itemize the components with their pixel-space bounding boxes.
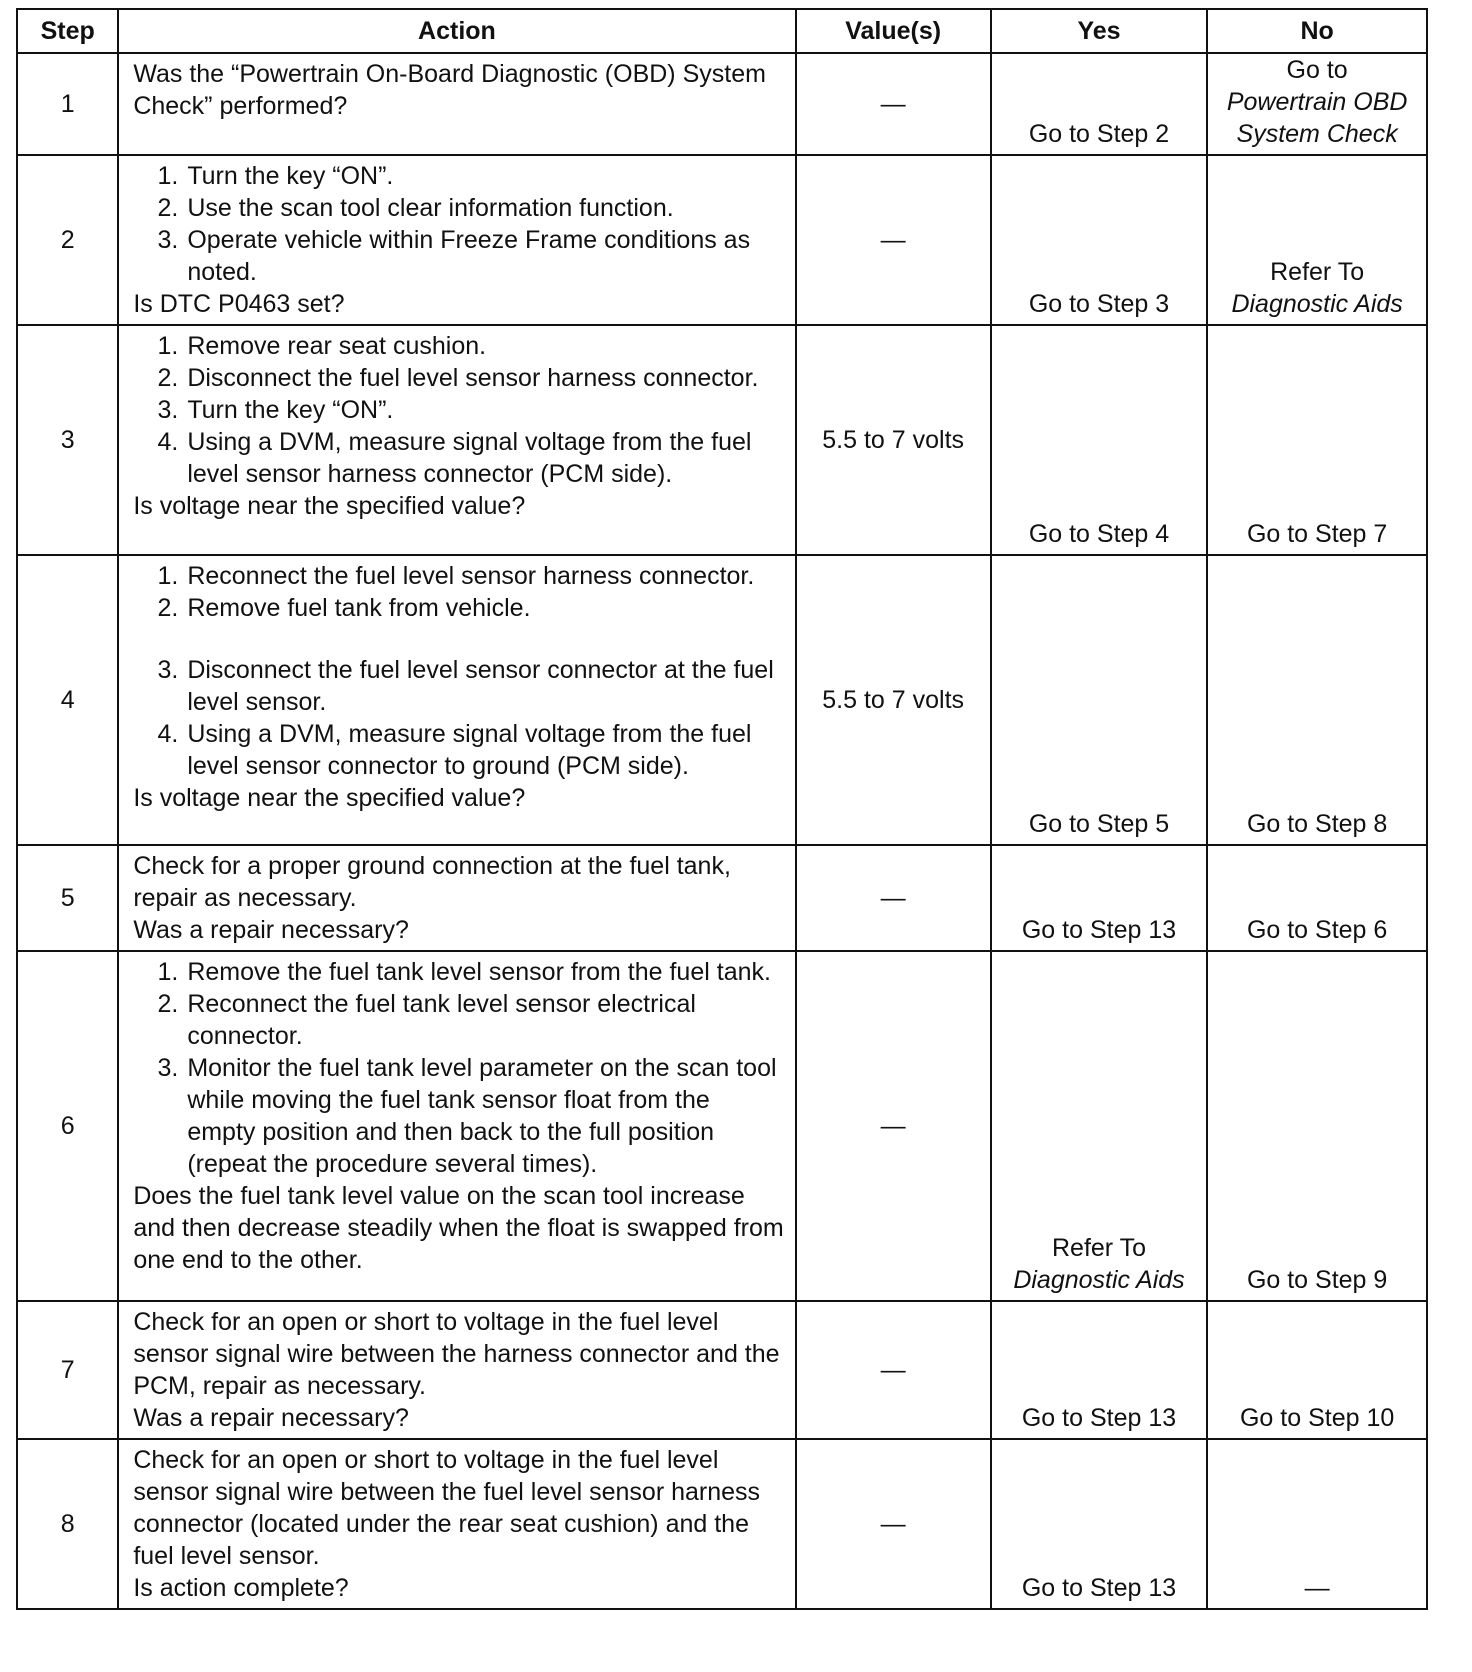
- no-cell: [1207, 155, 1427, 325]
- action-item: 3. Monitor the fuel tank level parameter on the scan tool while moving the fuel tank sensor float from the empty position and then back to the full position (repeat the procedure several times).: [185, 1052, 784, 1180]
- action-item: 1. Turn the key “ON”.: [185, 160, 784, 192]
- value-cell: —: [796, 1439, 991, 1609]
- value-cell: —: [796, 53, 991, 155]
- action-item: 1. Remove the fuel tank level sensor from the fuel tank.: [185, 956, 784, 988]
- action-cell: [118, 845, 795, 951]
- action-text: Was the “Powertrain On-Board Diagnostic (OBD) System Check” performed?: [133, 60, 766, 120]
- no-text-line1: Refer To: [1270, 258, 1365, 286]
- no-cell: Go to Step 8: [1207, 555, 1427, 845]
- table-row: [17, 951, 1427, 1301]
- action-item: 2. Disconnect the fuel level sensor harness connector.: [185, 362, 784, 394]
- step-number: 6: [17, 951, 118, 1301]
- yes-cell: Go to Step 13: [991, 845, 1208, 951]
- yes-cell: Go to Step 13: [991, 1439, 1208, 1609]
- action-question: Was a repair necessary?: [133, 916, 409, 944]
- yes-cell: Go to Step 2: [991, 53, 1208, 155]
- action-item: 4. Using a DVM, measure signal voltage from the fuel level sensor harness connector (PCM side).: [185, 426, 784, 490]
- step-number: 7: [17, 1301, 118, 1439]
- no-cell: Go to Step 10: [1207, 1301, 1427, 1439]
- table-row: [17, 53, 1427, 155]
- action-text: Check for an open or short to voltage in the fuel level sensor signal wire between the harness connector and the PCM, repair as necessary.: [133, 1308, 780, 1400]
- table-row: [17, 1301, 1427, 1439]
- action-item: 1. Remove rear seat cushion.: [185, 330, 784, 362]
- yes-cell: Go to Step 5: [991, 555, 1208, 845]
- diagnostic-table: [16, 8, 1428, 1610]
- table-header-row: [17, 9, 1427, 53]
- action-cell: [118, 155, 795, 325]
- header-action: Action: [118, 9, 795, 53]
- no-cell: [1207, 53, 1427, 155]
- action-item: 2. Reconnect the fuel tank level sensor electrical connector.: [185, 988, 784, 1052]
- action-item: 2. Remove fuel tank from vehicle.: [185, 592, 784, 624]
- no-text-line1: Go to: [1286, 56, 1348, 84]
- action-text: Check for an open or short to voltage in the fuel level sensor signal wire between the fuel level sensor harness connector (located under the rear seat cushion) and the fuel level sensor.: [133, 1446, 761, 1570]
- action-item: 1. Reconnect the fuel level sensor harness connector.: [185, 560, 784, 592]
- header-step: Step: [17, 9, 118, 53]
- no-text-line2: Diagnostic Aids: [1231, 290, 1403, 318]
- yes-cell: [991, 951, 1208, 1301]
- action-question: Is action complete?: [133, 1574, 349, 1602]
- yes-text-line1: Refer To: [1051, 1234, 1147, 1262]
- action-question: Does the fuel tank level value on the scan tool increase and then decrease steadily when the float is swapped from one end to the other.: [133, 1182, 784, 1274]
- table-row: [17, 555, 1427, 845]
- header-yes: Yes: [991, 9, 1208, 53]
- table-row: [17, 845, 1427, 951]
- step-number: 2: [17, 155, 118, 325]
- action-question: Is DTC P0463 set?: [133, 290, 345, 318]
- action-cell: [118, 53, 795, 155]
- header-no: No: [1207, 9, 1427, 53]
- value-cell: 5.5 to 7 volts: [796, 325, 991, 555]
- action-item: 3. Turn the key “ON”.: [185, 394, 784, 426]
- no-cell: Go to Step 6: [1207, 845, 1427, 951]
- yes-cell: Go to Step 13: [991, 1301, 1208, 1439]
- yes-text-line2: Diagnostic Aids: [1013, 1266, 1185, 1294]
- table-row: [17, 325, 1427, 555]
- diagnostic-page: [16, 8, 1428, 1659]
- action-question: Is voltage near the specified value?: [133, 784, 526, 812]
- value-cell: 5.5 to 7 volts: [796, 555, 991, 845]
- header-values: Value(s): [796, 9, 991, 53]
- value-cell: —: [796, 845, 991, 951]
- step-number: 1: [17, 53, 118, 155]
- step-number: 5: [17, 845, 118, 951]
- yes-cell: Go to Step 3: [991, 155, 1208, 325]
- table-row: [17, 1439, 1427, 1609]
- value-cell: —: [796, 155, 991, 325]
- no-cell: Go to Step 9: [1207, 951, 1427, 1301]
- action-question: Is voltage near the specified value?: [133, 492, 526, 520]
- action-text: Check for a proper ground connection at the fuel tank, repair as necessary.: [133, 852, 731, 912]
- action-cell: [118, 555, 795, 845]
- no-cell: Go to Step 7: [1207, 325, 1427, 555]
- step-number: 3: [17, 325, 118, 555]
- step-number: 8: [17, 1439, 118, 1609]
- value-cell: —: [796, 1301, 991, 1439]
- yes-cell: Go to Step 4: [991, 325, 1208, 555]
- action-question: Was a repair necessary?: [133, 1404, 409, 1432]
- no-cell: —: [1207, 1439, 1427, 1609]
- action-item: 3. Operate vehicle within Freeze Frame conditions as noted.: [185, 224, 784, 288]
- action-cell: [118, 1301, 795, 1439]
- table-row: [17, 155, 1427, 325]
- action-item: 4. Using a DVM, measure signal voltage from the fuel level sensor connector to ground (PCM side).: [185, 718, 784, 782]
- action-cell: [118, 951, 795, 1301]
- action-cell: [118, 325, 795, 555]
- value-cell: —: [796, 951, 991, 1301]
- action-item: 2. Use the scan tool clear information function.: [185, 192, 784, 224]
- action-cell: [118, 1439, 795, 1609]
- no-text-line2: Powertrain OBD System Check: [1226, 88, 1408, 148]
- step-number: 4: [17, 555, 118, 845]
- action-item: 3. Disconnect the fuel level sensor connector at the fuel level sensor.: [185, 654, 784, 718]
